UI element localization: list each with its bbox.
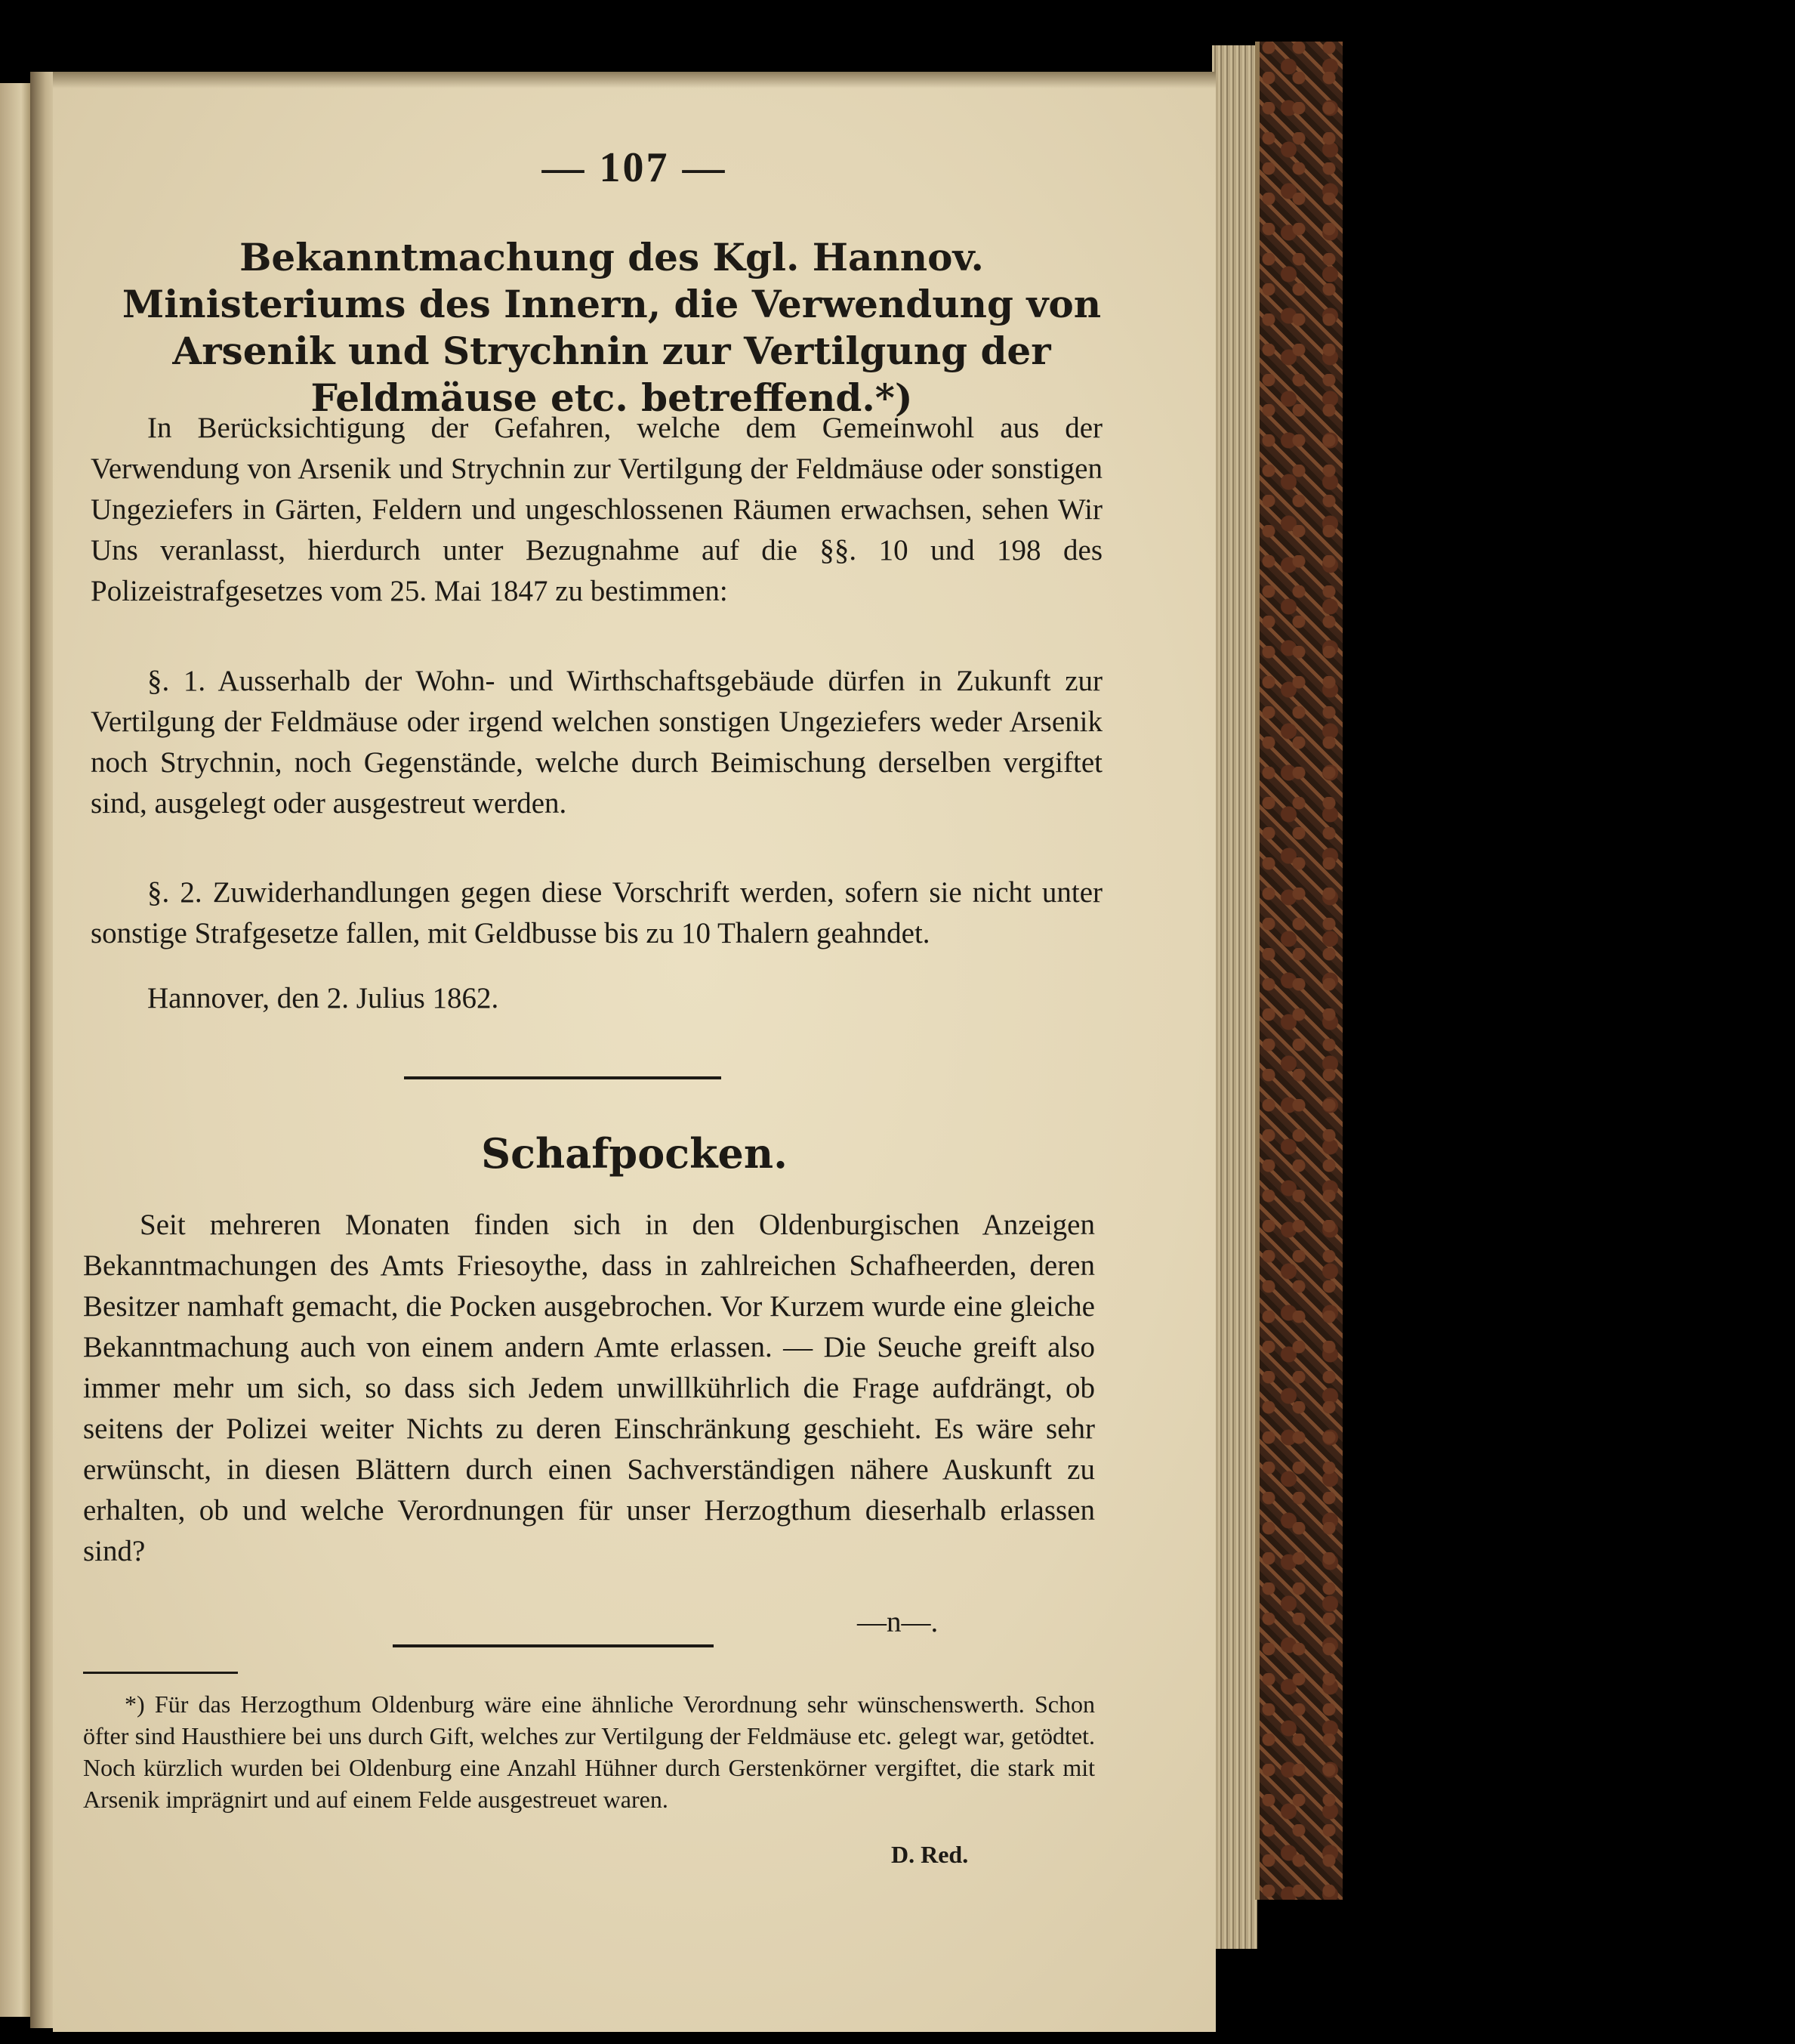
footnote-rule bbox=[83, 1672, 238, 1674]
page-shadow bbox=[53, 72, 1216, 88]
book-cover-edge bbox=[1255, 42, 1343, 1900]
dateline: Hannover, den 2. Julius 1862. bbox=[147, 982, 499, 1014]
page-number: — 107 — bbox=[541, 144, 727, 191]
section-2-paragraph: §. 2. Zuwiderhandlungen gegen diese Vorschrift werden, sofern sie nicht unter sonstige Strafgesetze fallen, mit Geldbusse bis zu 10 Thalern geahndet. bbox=[91, 876, 1103, 949]
section-1-paragraph: §. 1. Ausserhalb der Wohn- und Wirthschaftsgebäude dürfen in Zukunft zur Vertilgung der Feldmäuse oder irgend welchen sonstigen Ungeziefers weder Arsenik noch Strychnin, noch Gegenstände, welche durch Beimischung derselben vergiftet sind, ausgelegt oder ausgestreut werden. bbox=[91, 665, 1103, 820]
end-divider bbox=[393, 1644, 714, 1647]
section-divider bbox=[404, 1076, 721, 1079]
book-page bbox=[53, 72, 1216, 2032]
intro-paragraph: In Berücksichtigung der Gefahren, welche dem Gemeinwohl aus der Verwendung von Arsenik und Strychnin zur Vertilgung der Feldmäuse oder sonstigen Ungeziefers in Gärten, Feldern und ungeschlossenen Räumen erwachsen, sehen Wir Uns veranlasst, hierdurch unter Bezugnahme auf die §§. 10 und 198 des Polizeistrafgesetzes vom 25. Mai 1847 zu bestimmen: bbox=[91, 412, 1103, 607]
article-signature: —n—. bbox=[857, 1606, 939, 1638]
section-heading: Schafpocken. bbox=[481, 1129, 788, 1178]
footnote-signature: D. Red. bbox=[891, 1841, 969, 1868]
article-body: Seit mehreren Monaten finden sich in den Oldenburgischen Anzeigen Bekanntmachungen des Amts Friesoythe, dass in zahlreichen Schafheerden, deren Besitzer namhaft gemacht, die Pocken ausgebrochen. Vor Kurzem wurde eine gleiche Bekanntmachung auch von einem andern Amte erlassen. — Die Seuche greift also immer mehr um sich, so dass sich Jedem unwillkührlich die Frage aufdrängt, ob seitens der Polizei weiter Nichts zu deren Einschränkung geschieht. Es wäre sehr erwünscht, in diesen Blättern durch einen Sachverständigen nähere Auskunft zu erhalten, ob und welche Verordnungen für unser Herzogthum dieserhalb erlassen sind? bbox=[83, 1209, 1095, 1567]
page-edges bbox=[1212, 45, 1257, 1949]
footnote: *) Für das Herzogthum Oldenburg wäre eine ähnliche Verordnung sehr wünschenswerth. Schon öfter sind Hausthiere bei uns durch Gift, welches zur Vertilgung der Feldmäuse etc. gelegt war, getödtet. Noch kürzlich wurden bei Oldenburg eine Anzahl Hühner durch Gerstenkörner vergiftet, die stark mit Arsenik imprägnirt und auf einem Felde ausgestreuet waren. bbox=[83, 1690, 1095, 1813]
article-title: Bekanntmachung des Kgl. Hannov. Ministeriums des Innern, die Verwendung von Arsenik und Strychnin zur Vertilgung der Feldmäuse etc. betreffend.*) bbox=[122, 235, 1102, 420]
book-gutter bbox=[30, 72, 56, 2028]
left-page-edge bbox=[0, 83, 30, 2017]
